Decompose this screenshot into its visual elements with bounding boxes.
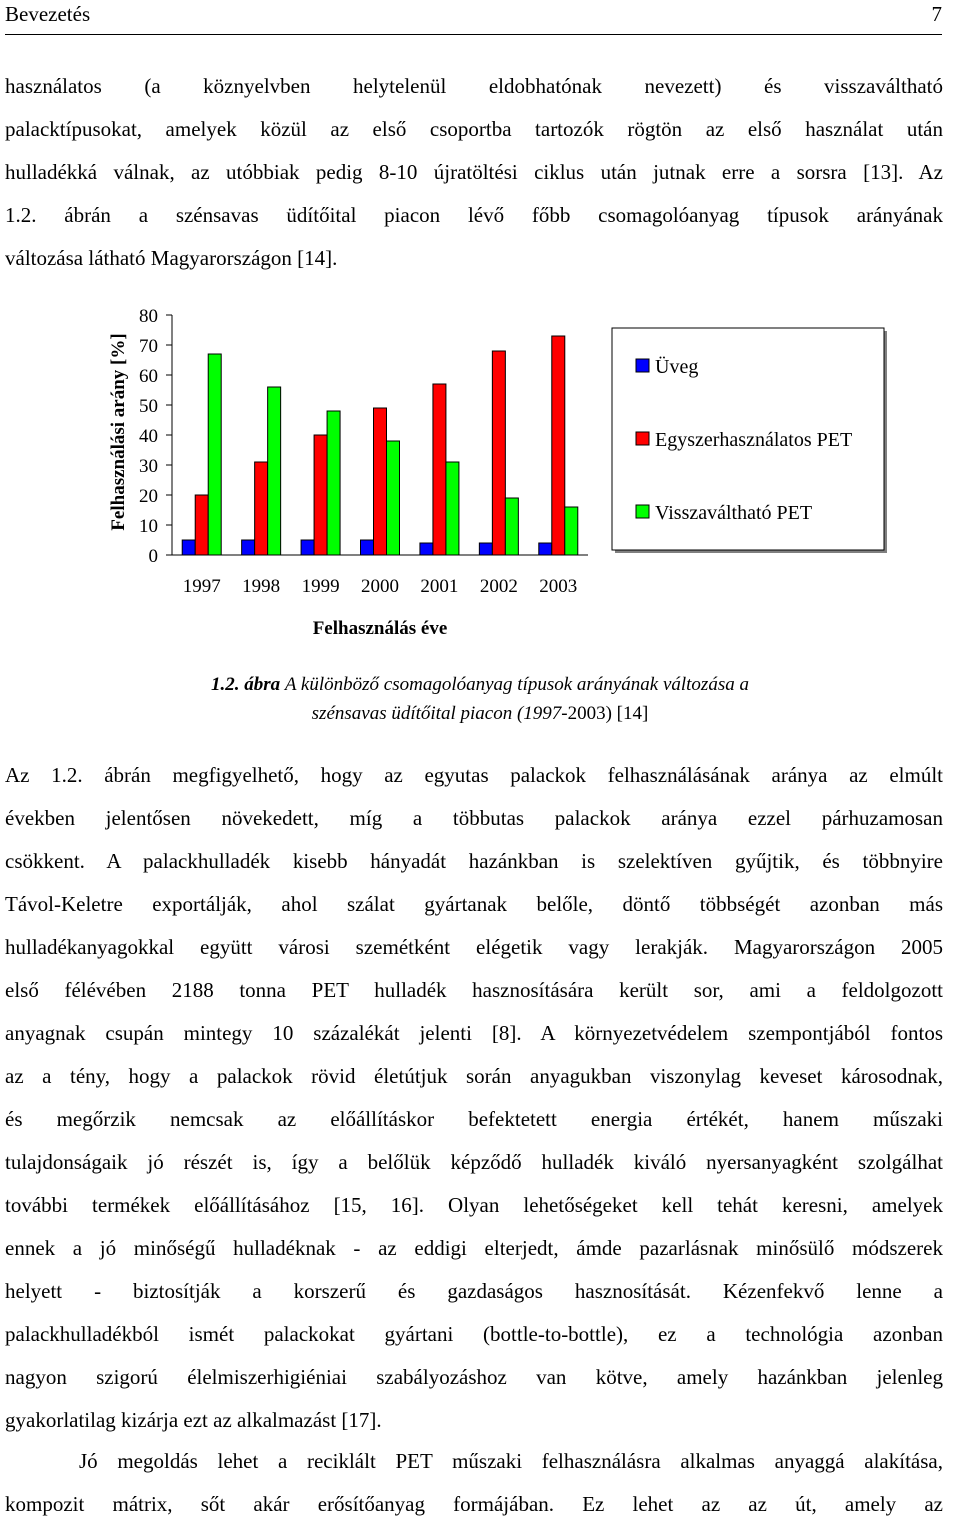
text-line: hulladékká válnak, az utóbbiak pedig 8-10 újratöltési ciklus után jutnak erre a sorsra [13]. Az: [5, 160, 943, 184]
legend-swatch: [636, 505, 649, 518]
bar: [182, 540, 195, 555]
x-tick-label: 1998: [242, 576, 281, 597]
text-line: változása látható Magyarországon [14].: [5, 246, 338, 270]
bar: [420, 543, 433, 555]
text-line: gyakorlatilag kizárja ezt az alkalmazást [17].: [5, 1408, 382, 1432]
text-line: tulajdonságaik jó részét is, így a belőlük képződő hulladék kiváló nyersanyagként szolgálhat: [5, 1150, 943, 1174]
y-tick-label: 20: [139, 486, 158, 507]
x-tick-label: 2001: [420, 576, 459, 597]
paragraph-3: [5, 1440, 943, 1526]
text-line: és megőrzik nemcsak az előállításkor befektetett energia értékét, hanem műszaki: [5, 1107, 943, 1131]
bar: [446, 462, 459, 555]
text-line: első félévében 2188 tonna PET hulladék hasznosítására került sor, ami a feldolgozott: [5, 978, 943, 1002]
bar: [314, 435, 327, 555]
caption-text-line2-end: 2003) [14]: [567, 703, 649, 724]
bar: [255, 462, 268, 555]
section-title: Bevezetés: [5, 2, 91, 26]
bar: [479, 543, 492, 555]
bar-chart: [100, 298, 900, 648]
text-line: palackhulladékból ismét palackokat gyártani (bottle-to-bottle), ez a technológia azonban: [5, 1322, 943, 1346]
y-tick-label: 70: [139, 336, 158, 357]
paragraph-1: [5, 65, 943, 280]
y-tick-label: 80: [139, 306, 158, 327]
y-tick-label: 10: [139, 516, 158, 537]
bar: [195, 495, 208, 555]
y-axis-title: Felhasználási arány [%]: [108, 333, 129, 531]
legend-label: Üveg: [655, 356, 699, 378]
y-tick-label: 50: [139, 396, 158, 417]
bar: [539, 543, 552, 555]
bar: [242, 540, 255, 555]
x-axis-title: Felhasználás éve: [312, 618, 448, 639]
bar: [361, 540, 374, 555]
legend-label: Egyszerhasználatos PET: [655, 429, 853, 451]
legend-swatch: [636, 432, 649, 445]
legend-label: Visszaváltható PET: [655, 502, 813, 524]
text-line: palacktípusokat, amelyek közül az első csoportba tartozók rögtön az első használat után: [5, 117, 943, 141]
caption-number: 1.2. ábra: [211, 674, 281, 695]
text-line: Távol-Keletre exportálják, ahol szálat gyártanak belőle, döntő többségét azonban más: [5, 892, 943, 916]
y-tick-label: 40: [139, 426, 158, 447]
bar: [433, 384, 446, 555]
text-line: az a tény, hogy a palackok rövid életútjuk során anyagukban viszonylag keveset károsodnak,: [5, 1064, 943, 1088]
caption-text-line1: A különböző csomagolóanyag típusok arányának változása a: [284, 674, 749, 695]
text-line: anyagnak csupán mintegy 10 százalékát jelenti [8]. A környezetvédelem szempontjából fontos: [5, 1021, 943, 1045]
y-tick-label: 60: [139, 366, 158, 387]
caption-text-line2: szénsavas üdítőital piacon (1997-: [311, 703, 568, 724]
x-tick-label: 2003: [539, 576, 578, 597]
bar: [552, 336, 565, 555]
x-tick-label: 1997: [182, 576, 221, 597]
figure-caption: [0, 670, 960, 728]
bar: [208, 354, 221, 555]
x-tick-label: 2002: [479, 576, 518, 597]
y-tick-label: 30: [139, 456, 158, 477]
legend-swatch: [636, 359, 649, 372]
bar: [268, 387, 281, 555]
text-line: ennek a jó minőségű hulladéknak - az eddigi elterjedt, ámde pazarlásnak minősülő módszerek: [5, 1236, 943, 1260]
bar: [374, 408, 387, 555]
bar: [492, 351, 505, 555]
text-line: Az 1.2. ábrán megfigyelhető, hogy az egyutas palackok felhasználásának aránya az elmúlt: [5, 763, 943, 787]
page-header: [5, 0, 942, 35]
page-number: 7: [931, 2, 942, 26]
text-line: 1.2. ábrán a szénsavas üdítőital piacon lévő főbb csomagolóanyag típusok arányának: [5, 203, 943, 227]
text-line: Jó megoldás lehet a reciklált PET műszaki felhasználásra alkalmas anyaggá alakítása,: [79, 1449, 943, 1473]
y-tick-label: 0: [148, 546, 158, 567]
bar: [505, 498, 518, 555]
text-line: csökkent. A palackhulladék kisebb hányadát hazánkban is szelektíven gyűjtik, és többnyire: [5, 849, 943, 873]
x-tick-label: 1999: [301, 576, 340, 597]
x-tick-label: 2000: [361, 576, 399, 597]
text-line: hulladékanyagokkal együtt városi szemétként elégetik vagy lerakják. Magyarországon 2005: [5, 935, 943, 959]
text-line: helyett - biztosítják a korszerű és gazdaságos hasznosítását. Kézenfekvő lenne a: [5, 1279, 943, 1303]
text-line: használatos (a köznyelvben helytelenül eldobhatónak nevezett) és visszaváltható: [5, 74, 943, 98]
text-line: nagyon szigorú élelmiszerhigiéniai szabályozáshoz van kötve, amely hazánkban jelenleg: [5, 1365, 943, 1389]
bar: [327, 411, 340, 555]
text-line: években jelentősen növekedett, míg a többutas palackok aránya ezzel párhuzamosan: [5, 806, 943, 830]
text-line: kompozit mátrix, sőt akár erősítőanyag formájában. Ez lehet az az út, amely az: [5, 1492, 943, 1516]
text-line: további termékek előállításához [15, 16]. Olyan lehetőségeket kell tehát keresni, amelyek: [5, 1193, 943, 1217]
bar: [565, 507, 578, 555]
bar: [301, 540, 314, 555]
paragraph-2: [5, 754, 943, 1442]
bar: [387, 441, 400, 555]
